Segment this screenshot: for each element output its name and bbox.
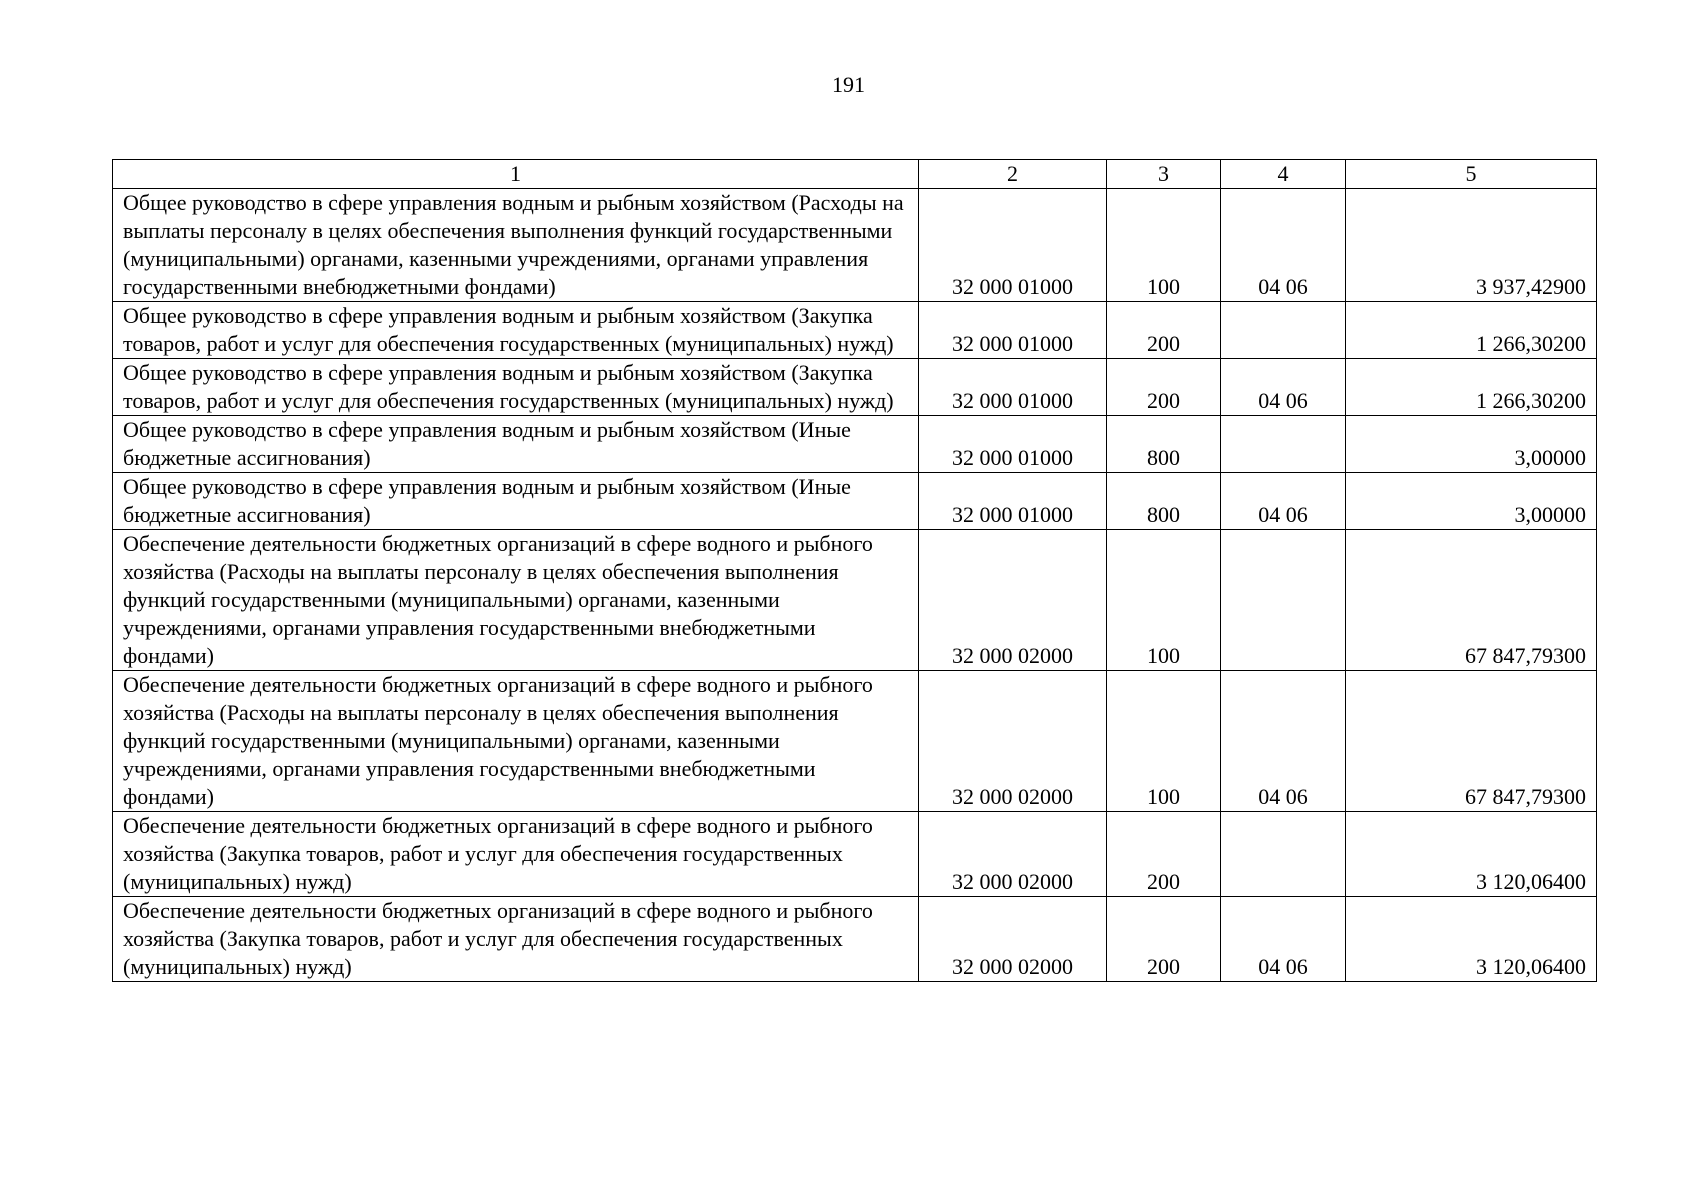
row-description: Обеспечение деятельности бюджетных организаций в сфере водного и рыбного хозяйства (Закупка товаров, работ и услуг для обеспечения государственных (муниципальных) нужд) — [113, 897, 919, 982]
row-amount: 3 120,06400 — [1346, 897, 1597, 982]
table-row — [113, 812, 1597, 897]
row-section: 04 06 — [1221, 897, 1346, 982]
table-row — [113, 359, 1597, 416]
header-col-3: 3 — [1107, 160, 1221, 189]
row-section — [1221, 416, 1346, 473]
row-section — [1221, 302, 1346, 359]
row-code: 32 000 01000 — [919, 302, 1107, 359]
row-expense-type: 200 — [1107, 302, 1221, 359]
table-row — [113, 189, 1597, 302]
table-row — [113, 671, 1597, 812]
row-amount: 1 266,30200 — [1346, 302, 1597, 359]
table-row — [113, 302, 1597, 359]
row-code: 32 000 01000 — [919, 473, 1107, 530]
row-code: 32 000 01000 — [919, 416, 1107, 473]
header-col-2: 2 — [919, 160, 1107, 189]
table-row — [113, 416, 1597, 473]
row-description: Общее руководство в сфере управления водным и рыбным хозяйством (Иные бюджетные ассигнования) — [113, 416, 919, 473]
row-section — [1221, 530, 1346, 671]
header-col-5: 5 — [1346, 160, 1597, 189]
row-expense-type: 100 — [1107, 189, 1221, 302]
table-row — [113, 530, 1597, 671]
row-section — [1221, 812, 1346, 897]
row-code: 32 000 02000 — [919, 812, 1107, 897]
row-expense-type: 800 — [1107, 473, 1221, 530]
row-code: 32 000 01000 — [919, 189, 1107, 302]
budget-table — [112, 159, 1597, 982]
table-header-row — [113, 160, 1597, 189]
row-description: Обеспечение деятельности бюджетных организаций в сфере водного и рыбного хозяйства (Расходы на выплаты персоналу в целях обеспечения выполнения функций государственными (муниципальными) органами, казенными учреждениями, органами управления государственными внебюджетными фондами) — [113, 530, 919, 671]
row-description: Общее руководство в сфере управления водным и рыбным хозяйством (Закупка товаров, работ и услуг для обеспечения государственных (муниципальных) нужд) — [113, 302, 919, 359]
row-description: Общее руководство в сфере управления водным и рыбным хозяйством (Иные бюджетные ассигнования) — [113, 473, 919, 530]
row-amount: 67 847,79300 — [1346, 530, 1597, 671]
row-section: 04 06 — [1221, 359, 1346, 416]
row-section: 04 06 — [1221, 473, 1346, 530]
row-code: 32 000 02000 — [919, 897, 1107, 982]
row-expense-type: 200 — [1107, 812, 1221, 897]
row-expense-type: 200 — [1107, 897, 1221, 982]
row-expense-type: 100 — [1107, 530, 1221, 671]
row-amount: 3 120,06400 — [1346, 812, 1597, 897]
row-amount: 3,00000 — [1346, 473, 1597, 530]
header-col-1: 1 — [113, 160, 919, 189]
row-expense-type: 100 — [1107, 671, 1221, 812]
row-code: 32 000 02000 — [919, 530, 1107, 671]
row-description: Общее руководство в сфере управления водным и рыбным хозяйством (Расходы на выплаты персоналу в целях обеспечения выполнения функций государственными (муниципальными) органами, казенными учреждениями, органами управления государственными внебюджетными фондами) — [113, 189, 919, 302]
row-amount: 67 847,79300 — [1346, 671, 1597, 812]
row-section: 04 06 — [1221, 189, 1346, 302]
row-description: Общее руководство в сфере управления водным и рыбным хозяйством (Закупка товаров, работ и услуг для обеспечения государственных (муниципальных) нужд) — [113, 359, 919, 416]
table-row — [113, 473, 1597, 530]
row-expense-type: 800 — [1107, 416, 1221, 473]
row-expense-type: 200 — [1107, 359, 1221, 416]
row-description: Обеспечение деятельности бюджетных организаций в сфере водного и рыбного хозяйства (Закупка товаров, работ и услуг для обеспечения государственных (муниципальных) нужд) — [113, 812, 919, 897]
row-amount: 1 266,30200 — [1346, 359, 1597, 416]
table-row — [113, 897, 1597, 982]
row-section: 04 06 — [1221, 671, 1346, 812]
row-code: 32 000 01000 — [919, 359, 1107, 416]
row-code: 32 000 02000 — [919, 671, 1107, 812]
row-amount: 3,00000 — [1346, 416, 1597, 473]
row-amount: 3 937,42900 — [1346, 189, 1597, 302]
page-number: 191 — [832, 72, 865, 97]
row-description: Обеспечение деятельности бюджетных организаций в сфере водного и рыбного хозяйства (Расходы на выплаты персоналу в целях обеспечения выполнения функций государственными (муниципальными) органами, казенными учреждениями, органами управления государственными внебюджетными фондами) — [113, 671, 919, 812]
header-col-4: 4 — [1221, 160, 1346, 189]
